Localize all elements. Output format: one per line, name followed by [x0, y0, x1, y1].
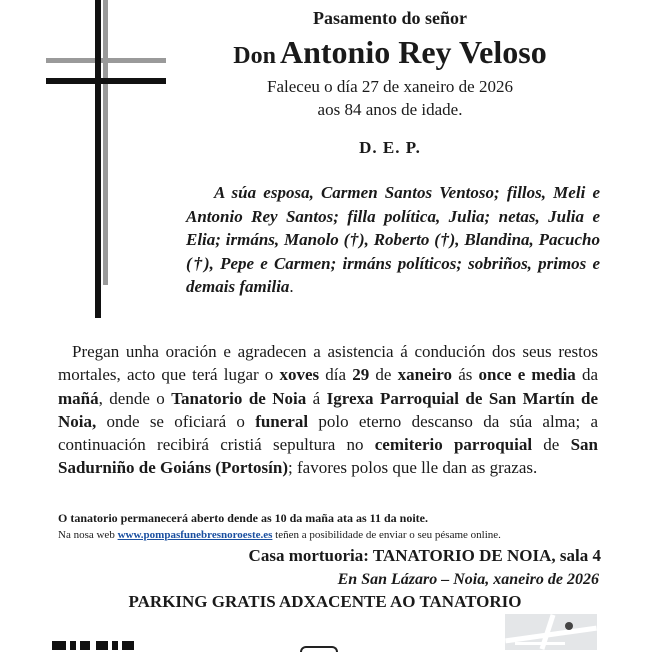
- ceremony-text: onde se oficiará o: [96, 411, 256, 431]
- ceremony-cemetery-place: San Sadurniño de Goiáns (Portosín): [58, 435, 599, 478]
- deceased-name: [190, 34, 590, 71]
- cross-shadow-horizontal: [46, 58, 166, 63]
- ceremony-text: día: [319, 365, 353, 385]
- family-text: A súa esposa, Carmen Santos Ventoso; fillos, Meli e Antonio Rey Santos; filla política, Julia; netas, Julia e Elia; irmáns, Manolo (†), Roberto (†), Blandina, Pacucho (†), Pepe e Carmen; irmáns políticos; sobriños, primos e demais familia: [186, 183, 600, 296]
- ceremony-text: ás: [452, 365, 479, 385]
- ceremony-origin: Tanatorio de Noia: [171, 388, 307, 408]
- map-icon[interactable]: [505, 614, 597, 650]
- website-link[interactable]: www.pompasfunebresnoroeste.es: [117, 529, 273, 541]
- cross-shadow-vertical: [103, 0, 108, 285]
- ceremony-text: Pregan unha oración e agradecen a asistencia á condución dos seus restos mortales, acto que terá lugar o: [58, 342, 598, 385]
- name-text: Antonio Rey Veloso: [279, 34, 547, 70]
- ceremony-month: xaneiro: [397, 365, 453, 385]
- ceremony-time: once e media: [478, 365, 576, 385]
- rip-text: D. E. P.: [359, 138, 421, 157]
- place-date: En San Lázaro – Noia, xaneiro de 2026: [337, 571, 599, 588]
- cross-horizontal: [46, 78, 166, 84]
- ceremony-text: de: [369, 365, 398, 385]
- ceremony-text: ; favores polos que lle dan as grazas.: [288, 458, 538, 478]
- ceremony-date: 29: [352, 365, 370, 385]
- ceremony-funeral: funeral: [255, 411, 309, 431]
- mortuary-location: Casa mortuoria: TANATORIO DE NOIA, sala 4: [248, 546, 601, 565]
- tanatorio-hours-note: O tanatorio permanecerá aberto dende as 10 da maña ata as 11 da noite.: [58, 511, 428, 525]
- ceremony-text: da: [575, 365, 598, 385]
- name-prefix: Don: [233, 43, 276, 69]
- ceremony-text: , dende o: [98, 388, 172, 408]
- ceremony-text: á: [306, 388, 327, 408]
- ceremony-paragraph: [58, 340, 598, 480]
- ceremony-day: xoves: [279, 365, 320, 385]
- web-note: [58, 529, 501, 541]
- ceremony-period: mañá: [58, 388, 99, 408]
- ceremony-text: polo eterno descanso da súa alma; a continuación recibirá cristiá sepultura no: [58, 411, 598, 455]
- ceremony-church: Igrexa Parroquial de San Martín de Noia,: [58, 388, 599, 431]
- ceremony-text: de: [532, 435, 571, 455]
- qr-code-icon[interactable]: [52, 641, 134, 650]
- death-date-line: Faleceu o día 27 de xaneiro de 2026: [267, 77, 513, 96]
- parking-note: PARKING GRATIS ADXACENTE AO TANATORIO: [128, 592, 522, 611]
- pretitle: Pasamento do señor: [313, 8, 467, 28]
- logo-icon: [300, 646, 338, 652]
- web-note-text: teñen a posibilidade de enviar o seu pésame online.: [272, 529, 501, 541]
- age-line: aos 84 anos de idade.: [317, 100, 463, 119]
- ceremony-cemetery: cemiterio parroquial: [374, 435, 533, 455]
- map-pin-icon: [565, 622, 573, 630]
- cross-vertical: [95, 0, 101, 318]
- family-end: .: [289, 277, 294, 296]
- web-note-text: Na nosa web: [58, 529, 118, 541]
- family-list: [186, 181, 600, 299]
